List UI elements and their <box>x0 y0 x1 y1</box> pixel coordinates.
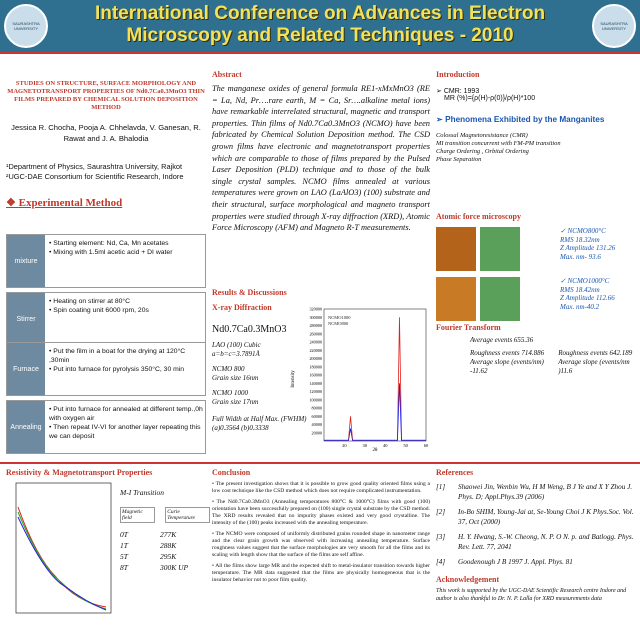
afm-histogram-800 <box>480 227 520 271</box>
series-line-ncmo800 <box>324 383 426 440</box>
introduction-title: Introduction <box>436 70 480 79</box>
rmt-row: 0T 277K <box>120 530 177 539</box>
y-tick-label: 80000 <box>311 405 322 411</box>
conclusion-item: • The NCMO were composed of uniformly distributed grains rounded shape in nanometer range and the clear grain growth was observed with increasing annealing temperature. Surface roughness values suggest that the surface morphologies are very smooth for all the films and its scaling with length show that the surface of the films are self affine. <box>212 531 430 558</box>
divider-bottom <box>0 462 640 464</box>
rmt-row: 1T 288K <box>120 541 177 550</box>
y-tick-label: 60000 <box>311 413 322 419</box>
authors: Jessica R. Chocha, Pooja A. Chhelavda, V. Ganesan, R. Rawat and J. A. Bhalodia <box>11 123 201 143</box>
method-step-item: • Put into furnace for pyrolysis 350°C, 30 min <box>49 365 205 374</box>
method-step-label: Annealing <box>7 401 45 453</box>
y-tick-label: 40000 <box>311 422 322 427</box>
mi-transition: M-I Transition Magnetic field Curie Temperature 0T 277K 1T 288K 5T 295K 8T 300K UP <box>120 488 210 573</box>
method-step-item: • Put the film in a boat for the drying at 120°C ,30min <box>49 347 205 365</box>
results-section: Results & Discussions X-ray Diffraction Nd0.7Ca0.3MnO3 LAO (100) Cubic a=b=c=3.7891Å NCMO 800 Grain size 16nm NCMO 1000 Grain size 17nm Full Width at Half Max. (FWHM) (a)0.3564 (b)0.3338 <box>212 288 430 433</box>
y-tick-label: 160000 <box>309 372 322 378</box>
method-step <box>6 400 206 454</box>
afm-stat: RMS 18.42nm <box>560 285 600 294</box>
phenomenon-item: Colossal Magnetoresistance (CMR) <box>436 132 528 139</box>
phenomenon-item: Phase Separation <box>436 156 482 163</box>
acknowledgement-title: Acknowledgement <box>436 575 500 584</box>
afm-stat: Z Amplitude 112.66 <box>560 294 615 303</box>
series-line-ncmo1000 <box>324 317 426 440</box>
xray-title: X-ray Diffraction <box>212 303 272 312</box>
y-tick-label: 280000 <box>309 323 322 328</box>
conference-title: International Conference on Advances in Electron Microscopy and Related Techniques - 2010 <box>94 3 546 46</box>
conclusion-item: • The Nd0.7Ca0.3MnO3 (Annealing temperatures 800°C & 1000°C) films with good (100) orientation have been successfully prepared on (100) single crystal substrate by the CSD method. The XRD results revealed that no impurity phases existed and very good crystalline. The intensity of the (100) peaks increased with the annealing temperature. <box>212 499 430 526</box>
method-step-item: • Starting element: Nd, Ca, Mn acetates <box>49 239 205 248</box>
poster-header <box>0 0 640 52</box>
method-step <box>6 292 206 346</box>
phenomenon-item: Charge Ordering , Orbital Ordering <box>436 148 529 155</box>
afm-stat: ✓ NCMO800°C <box>560 227 606 235</box>
abstract-text: The manganese oxides of general formula RE1-xMxMnO3 (RE = La, Nd, Pr….rare earth, M = Ca, Sr….alkaline metal ions) have remarkable interrelated structural, magnetic and transport properties. Thin films of Nd0.7Ca0.3MnO3 (NCMO) have been fabricated by Chemical Solution Deposition method. The CSD grown films have electronic and magnetotransport properties which are comparable to those of films prepared by the Pulsed Laser Deposition (PLD) technique and to those of the bulk single crystal samples. NCMO films annealed at various temperatures were grown on LAO (LaAlO3) (100) substrate and their structural, surface morphological and magneto transport properties were studied through X-ray diffraction (XRD), Atomic Force Microscopy (AFM) and Magneto R-T measurements. <box>212 84 430 233</box>
legend-entry: NCMO1000 <box>328 315 351 320</box>
y-tick-label: 320000 <box>309 306 322 312</box>
conclusion-section <box>212 468 430 584</box>
introduction-section: Introduction ➢ CMR: 1993 MR (%)={ρ(H)-ρ(0)}/ρ(H)*100 ➢ Phenomena Exhibited by the Manganites Colossal Magnetoresistance (CMR) MI transition concurrent with FM-PM transition Charge Ordering , Orbital Ordering Phase Separation Atomic force microscopy ✓ NCMO800°C RMS 18.32nm Z Amplitude 131.26 Max. nm- 93.6 ✓ NCMO1000°C RMS 18.42nm Z Amplitude 112.66 Max. nm-40.2 Fourier Transform Average events 655.36 Roughness events 714.886 Average slope (events/nm) -11.62 Roughness events 642.189 Average slope (events/nm )11.6 <box>436 70 636 376</box>
afm-image-800 <box>436 227 476 271</box>
reference-item: [1] Shaowei Jin, Wenbin Wu, H M Weng, B J Ye and X Y Zhou J. Phys. D; Appl.Phys.39 (2006) <box>436 483 633 501</box>
conclusion-item: • All the films show large MR and the expected shift to metal-insulator transition towards higher temperature. The MR data suggested that the films are physically homogeneous that is the insulator behavior not to poor film quality. <box>212 563 430 583</box>
results-title: Results & Discussions <box>212 288 287 297</box>
legend-entry: NCMO800 <box>328 321 349 326</box>
reference-item: [2] In-Bo SHIM, Young-Jai at, Se-Young Choi J K Phys.Soc. Vol. 37, Oct (2000) <box>436 508 634 526</box>
university-seal-right: SAURASHTRA UNIVERSITY <box>592 4 636 48</box>
y-tick-label: 20000 <box>311 430 322 436</box>
x-axis-label: 2θ <box>372 448 378 453</box>
y-tick-label: 300000 <box>309 314 322 320</box>
y-tick-label: 260000 <box>309 331 322 337</box>
conclusion-item: • The present investigation shows that it is possible to grow good quality oriented films using a low cost technique like the CSD method which does not require complicated instrumentation. <box>212 481 430 494</box>
references-title: References <box>436 468 474 477</box>
phenomenon-item: MI transition concurrent with FM-PM transition <box>436 140 561 147</box>
afm-histogram-1000 <box>480 277 520 321</box>
afm-stat: RMS 18.32nm <box>560 235 600 244</box>
method-step-label: Stirrer <box>7 293 45 345</box>
xrd-chart <box>290 305 430 453</box>
afm-stat: Max. nm-40.2 <box>560 302 600 311</box>
y-tick-label: 200000 <box>309 356 322 361</box>
affiliations: ¹Department of Physics, Saurashtra University, Rajkot ²UGC-DAE Consortium for Scientific Research, Indore <box>6 162 184 181</box>
method-step-item: • Then repeat IV-VI for another layer repeating this we can deposit <box>49 423 205 441</box>
afm-stat: ✓ NCMO1000°C <box>560 277 610 285</box>
university-seal-left: SAURASHTRA UNIVERSITY <box>4 4 48 48</box>
x-tick-label: 30 <box>362 443 368 448</box>
x-tick-label: 60 <box>423 443 429 448</box>
y-tick-label: 120000 <box>309 389 322 394</box>
rmt-title: Resistivity & Magnetotransport Properties <box>6 468 153 477</box>
paper-info <box>6 58 206 209</box>
experimental-method-title: ❖ Experimental Method <box>6 197 123 209</box>
afm-stat: Max. nm- 93.6 <box>560 252 601 261</box>
acknowledgement-text: This work is supported by the UGC-DAE Scientific Research centre Indore and author is also thankful to Dr. N. P. Lalla for XRD measurements data <box>436 588 627 602</box>
abstract-title: Abstract <box>212 70 242 79</box>
x-tick-label: 50 <box>403 443 408 448</box>
reference-item: [3] H. Y. Hwang, S.-W. Cheong, N. P. O N. p. and Batlogg. Phys. Rev. Lett. 77, 2041 <box>436 533 634 551</box>
method-step <box>6 342 206 396</box>
references-section <box>436 468 636 603</box>
rmt-chart <box>6 477 116 627</box>
method-step-item: • Heating on stirrer at 80°C <box>49 297 205 306</box>
y-tick-label: 100000 <box>309 397 322 403</box>
afm-title: Atomic force microscopy <box>436 212 522 221</box>
conclusion-title: Conclusion <box>212 468 251 477</box>
divider <box>0 52 640 54</box>
compound-label: Nd0.7Ca0.3MnO3 <box>212 324 287 335</box>
y-tick-label: 140000 <box>309 380 322 386</box>
method-step-label: Furnace <box>7 343 45 395</box>
x-tick-label: 40 <box>382 443 388 448</box>
y-tick-label: 240000 <box>309 339 322 345</box>
chart-frame <box>324 309 426 441</box>
y-tick-label: 180000 <box>309 364 322 370</box>
fourier-title: Fourier Transform <box>436 323 501 332</box>
y-axis-label: Intensity <box>291 370 296 388</box>
y-tick-label: 220000 <box>309 347 322 353</box>
x-tick-label: 20 <box>342 443 347 448</box>
method-step-item: • Put into furnace for annealed at different temp.,0h with oxygen air <box>49 405 205 423</box>
abstract-section <box>212 70 430 234</box>
afm-image-1000 <box>436 277 476 321</box>
rmt-row: 8T 300K UP <box>120 563 189 572</box>
paper-title: STUDIES ON STRUCTURE, SURFACE MORPHOLOGY AND MAGNETOTRANSPORT PROPERTIES OF Nd0.7Ca0.3MnO3 THIN FILMS PREPARED BY CHEMICAL SOLUTION DEPOSITION METHOD <box>7 80 205 111</box>
method-step-label: mixture <box>7 235 45 287</box>
reference-item: [4] Goodenough J B 1997 J. Appl. Phys. 81 <box>436 558 573 566</box>
method-step-item: • Mixing with 1.5ml acetic acid + DI water <box>49 248 205 257</box>
afm-stat: Z Amplitude 131.26 <box>560 244 616 253</box>
method-step-item: • Spin coating unit 6000 rpm, 20s <box>49 306 205 315</box>
rmt-row: 5T 295K <box>120 552 177 561</box>
method-step <box>6 234 206 288</box>
